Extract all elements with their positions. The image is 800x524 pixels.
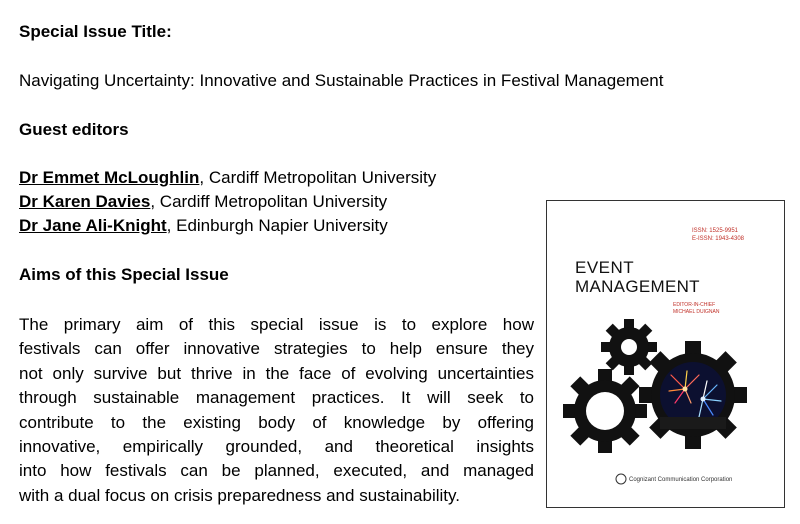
issn-print: ISSN: 1525-9951 — [691, 228, 738, 234]
editor-name: MICHAEL DUIGNAN — [673, 309, 720, 315]
cover-title-line2: MANAGEMENT — [575, 277, 700, 296]
editor-affiliation: , Edinburgh Napier University — [166, 216, 388, 235]
editor-row — [19, 168, 436, 188]
aims-paragraph — [19, 313, 534, 508]
editor-label: EDITOR-IN-CHIEF — [673, 302, 716, 308]
aims-line: The primary aim of this special issue is to explore how — [19, 315, 534, 334]
aims-line: through sustainable management practices. It will seek to — [19, 388, 534, 408]
editor-name-link[interactable]: Dr Karen Davies — [19, 192, 151, 211]
special-issue-title-heading: Special Issue Title: — [19, 22, 172, 41]
publisher-logo-icon — [616, 474, 626, 484]
editor-row — [19, 216, 388, 236]
special-issue-title: Navigating Uncertainty: Innovative and Sustainable Practices in Festival Management — [19, 71, 664, 90]
firework-gear-icon — [639, 341, 747, 449]
issn-online: E-ISSN: 1943-4308 — [691, 236, 744, 242]
cover-artwork — [547, 201, 784, 507]
aims-line: innovative, empirically grounded, and theoretical insights — [19, 436, 534, 456]
aims-line: with a dual focus on crisis preparedness and sustainability. — [19, 485, 460, 505]
editor-name-link[interactable]: Dr Emmet McLoughlin — [19, 168, 200, 187]
editor-affiliation: , Cardiff Metropolitan University — [199, 168, 437, 187]
issn-block — [692, 227, 744, 243]
aims-line: into how festivals can be planned, executed, and managed — [19, 461, 534, 481]
aims-line: contribute to the existing body of knowledge by offering — [19, 412, 534, 432]
cover-title-line1: EVENT — [575, 258, 635, 277]
guest-editors-heading: Guest editors — [19, 120, 129, 139]
editor-name-link[interactable]: Dr Jane Ali-Knight — [19, 216, 167, 235]
editor-affiliation: , Cardiff Metropolitan University — [150, 192, 388, 211]
aims-line: festivals can offer innovative strategies to help ensure they — [19, 339, 534, 359]
small-gear-icon — [601, 319, 657, 375]
editor-row — [19, 192, 387, 212]
aims-line: not only survive but thrive in the face of evolving uncertainties — [19, 363, 534, 383]
cover-editor — [673, 302, 720, 316]
large-gear-icon — [563, 369, 647, 453]
journal-cover — [546, 200, 785, 508]
aims-heading: Aims of this Special Issue — [19, 265, 229, 284]
cover-publisher: Cognizant Communication Corporation — [629, 477, 733, 483]
